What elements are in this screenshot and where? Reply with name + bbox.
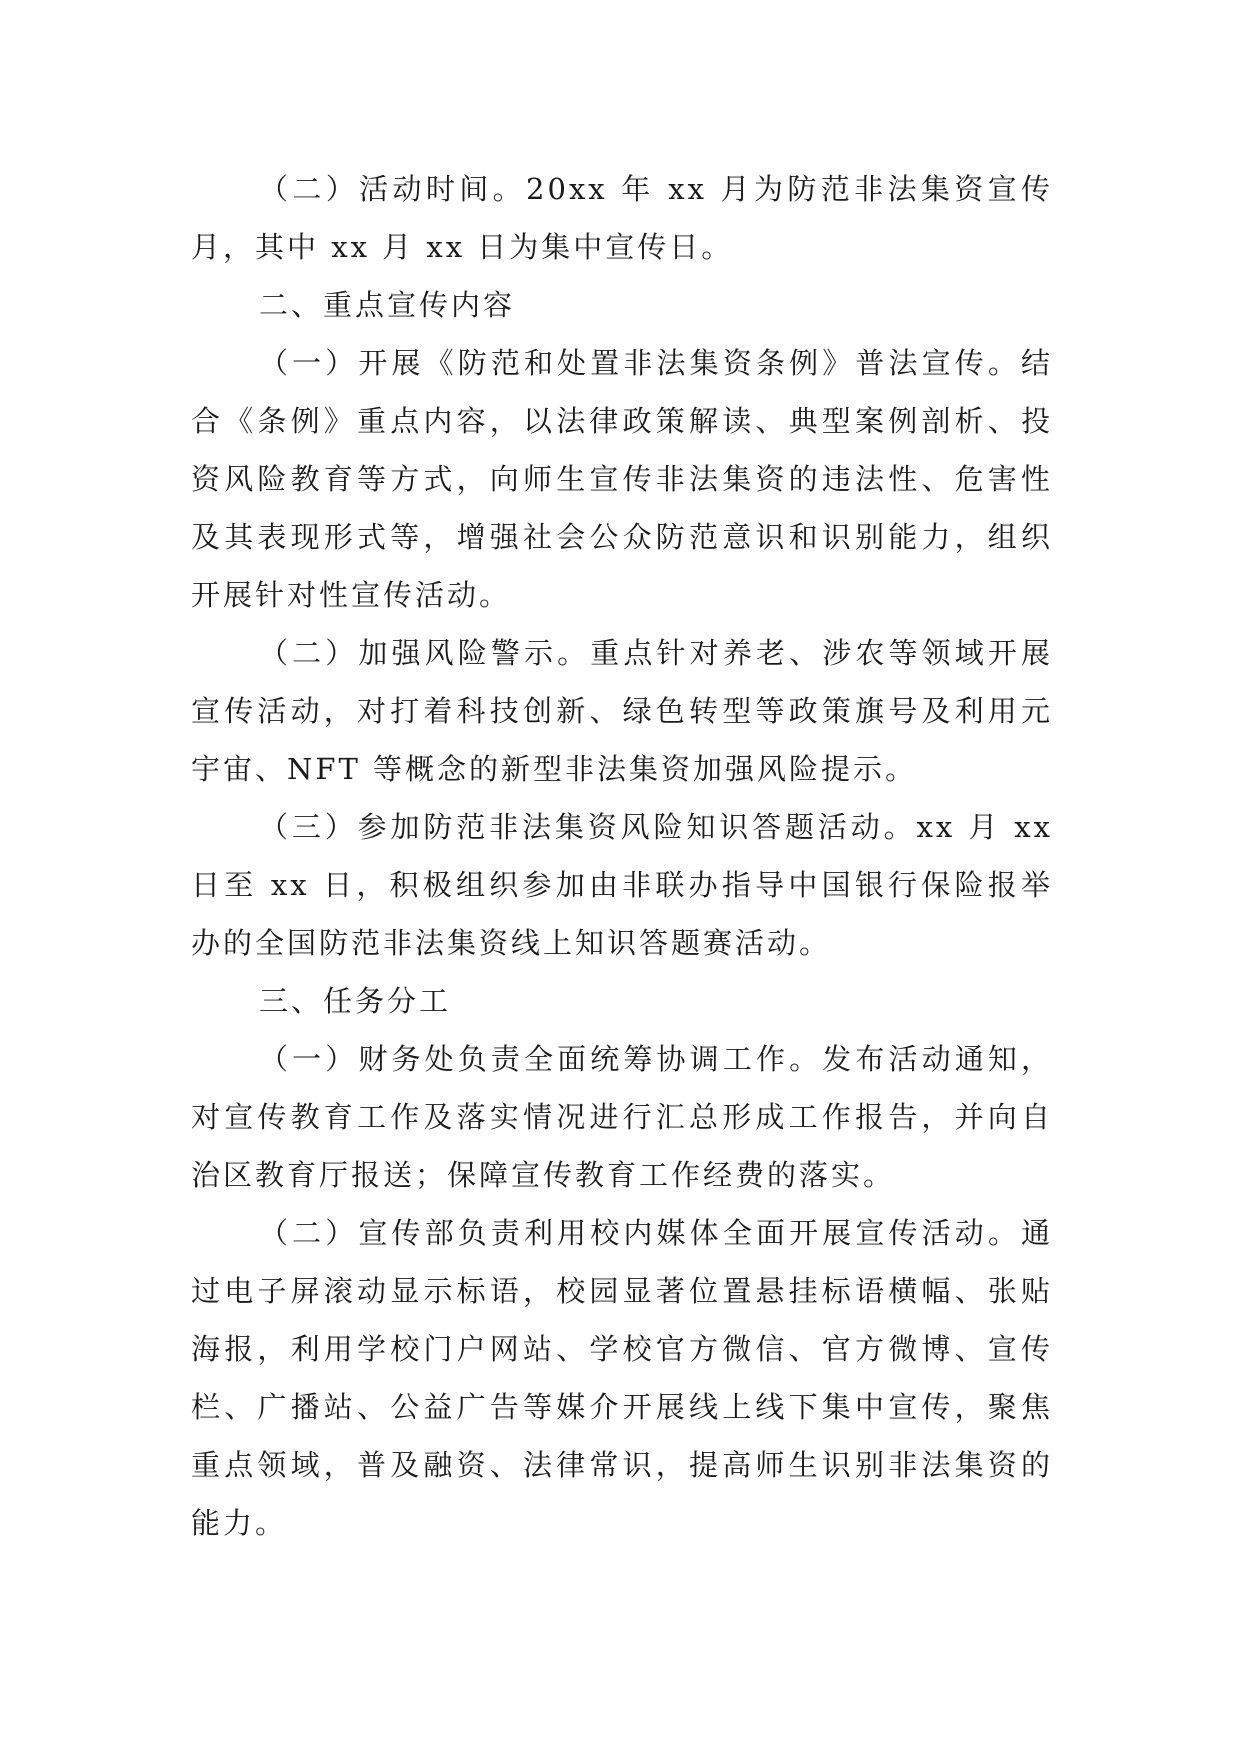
document-body	[191, 160, 1053, 1552]
paragraph-regulation-publicity: （一）开展《防范和处置非法集资条例》普法宣传。结合《条例》重点内容，以法律政策解读、典型案例剖析、投资风险教育等方式，向师生宣传非法集资的违法性、危害性及其表现形式等，增强社会公众防范意识和识别能力，组织开展针对性宣传活动。	[191, 346, 1053, 612]
paragraph-activity-time: （二）活动时间。20xx 年 xx 月为防范非法集资宣传月，其中 xx 月 xx 日为集中宣传日。	[191, 172, 1053, 264]
paragraph-quiz-activity: （三）参加防范非法集资风险知识答题活动。xx 月 xx 日至 xx 日，积极组织参加由非联办指导中国银行保险报举办的全国防范非法集资线上知识答题赛活动。	[191, 810, 1053, 960]
section-heading-task-division: 三、任务分工	[259, 984, 452, 1018]
section-heading-key-content: 二、重点宣传内容	[259, 288, 516, 322]
paragraph-publicity-department: （二）宣传部负责利用校内媒体全面开展宣传活动。通过电子屏滚动显示标语，校园显著位置悬挂标语横幅、张贴海报，利用学校门户网站、学校官方微信、官方微博、宣传栏、广播站、公益广告等媒介开展线上线下集中宣传，聚焦重点领域，普及融资、法律常识，提高师生识别非法集资的能力。	[191, 1216, 1053, 1540]
paragraph-risk-warning: （二）加强风险警示。重点针对养老、涉农等领域开展宣传活动，对打着科技创新、绿色转型等政策旗号及利用元宇宙、NFT 等概念的新型非法集资加强风险提示。	[191, 636, 1053, 786]
paragraph-finance-office: （一）财务处负责全面统筹协调工作。发布活动通知，对宣传教育工作及落实情况进行汇总形成工作报告，并向自治区教育厅报送；保障宣传教育工作经费的落实。	[191, 1042, 1053, 1192]
